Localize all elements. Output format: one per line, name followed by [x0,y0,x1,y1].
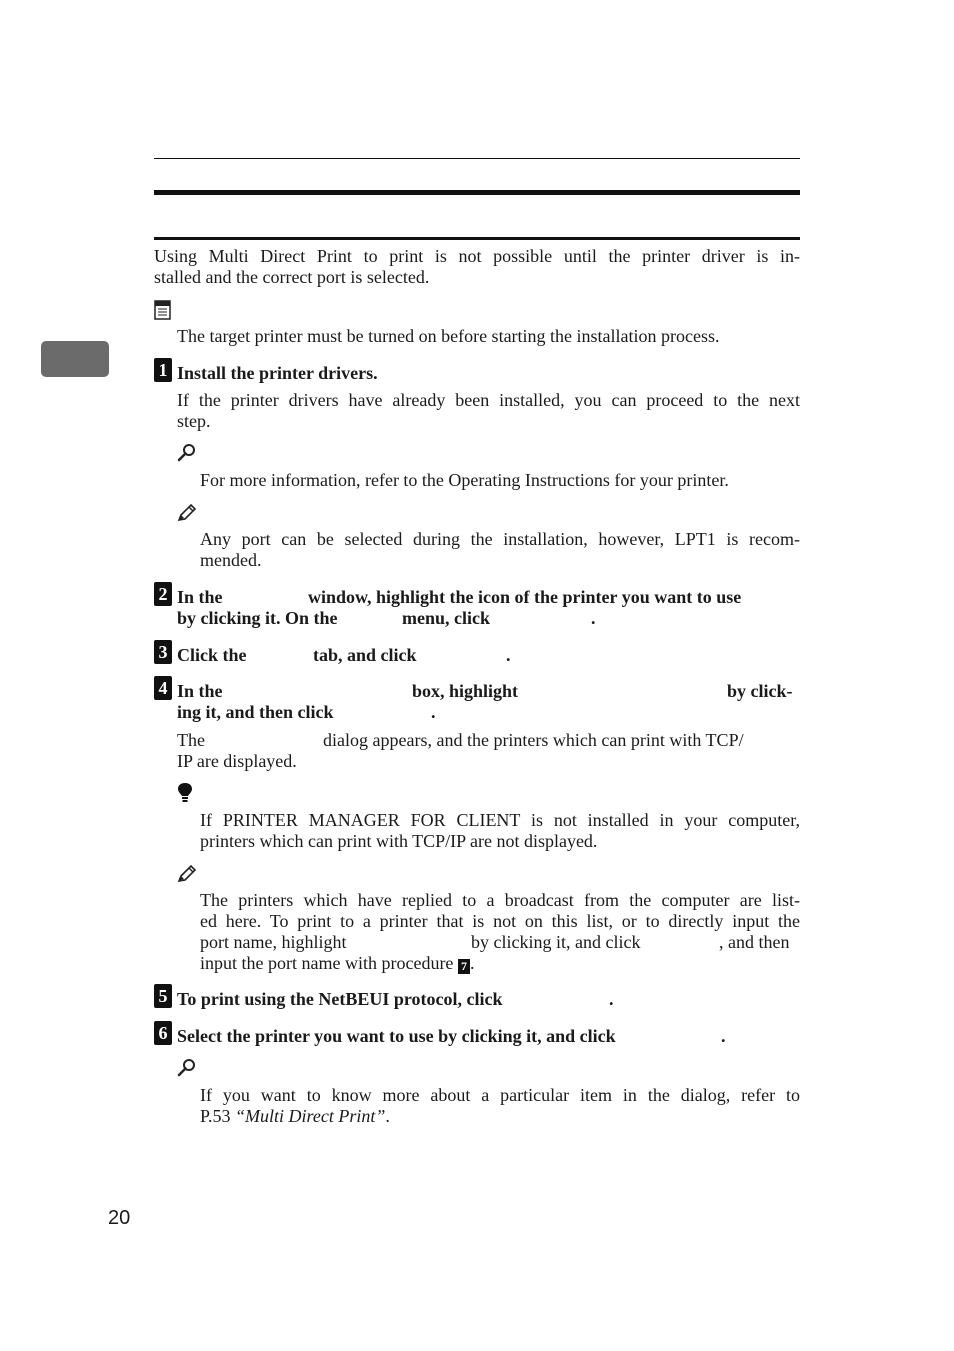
note-text: The target printer must be turned on before starting the installation process. [177,326,720,346]
step1-body-line-2: step. [177,411,211,431]
step4-body1-a: The [177,730,205,750]
header-rule-thick [154,190,800,195]
step4-note-line-3a: port name, highlight [200,932,347,952]
step3-b: tab, and click [313,645,417,665]
step3-c: . [506,645,511,665]
step5-a: To print using the NetBEUI protocol, click [177,989,503,1009]
page-number: 20 [108,1207,131,1229]
step-number-3: 3 [154,640,172,664]
step1-reference-text: For more information, refer to the Operating Instructions for your printer. [200,470,729,490]
step6-ref-end: . [385,1106,390,1126]
step1-body-line-1: If the printer drivers have already been installed, you can proceed to the next [177,390,800,410]
step2-line1-a: In the [177,587,223,607]
step5-b: . [609,989,614,1009]
step4-important-line-2: printers which can print with TCP/IP are not displayed. [200,831,598,851]
step4-important-line-1: If PRINTER MANAGER FOR CLIENT is not installed in your computer, [200,810,800,830]
step4-note-line-2: ed here. To print to a printer that is not on this list, or to directly input the [200,911,800,931]
step4-line1-c: by click- [727,681,793,701]
step3-a: Click the [177,645,247,665]
reference-icon [177,443,197,463]
step4-line2-a: ing it, and then click [177,702,334,722]
header-rule-thin [154,158,800,159]
step1-note-line-2: mended. [200,550,262,570]
step2-line2-b: menu, click [402,608,490,628]
step6-a: Select the printer you want to use by clicking it, and click [177,1026,616,1046]
step4-note-line-4-text: input the port name with procedure [200,953,454,973]
step6-ref-line-2 [200,1106,390,1127]
step4-note-line-1: The printers which have replied to a broadcast from the computer are list- [200,890,800,910]
step6-ref-line-1: If you want to know more about a particular item in the dialog, refer to [200,1085,800,1105]
step4-note-line-4 [200,953,474,974]
header-rule-medium [154,237,800,240]
inline-step-number: 7 [458,959,470,974]
step2-line1-b: window, highlight the icon of the printer you want to use [308,587,742,607]
step-number-1: 1 [154,358,172,382]
step6-ref-title[interactable]: “Multi Direct Print” [235,1106,386,1126]
intro-line-2: stalled and the correct port is selected. [154,267,430,287]
step4-body1-b: dialog appears, and the printers which can print with TCP/ [323,730,744,750]
step4-note-line-4-end: . [469,953,475,973]
chapter-tab [41,341,109,377]
reference-icon [177,1058,197,1078]
step-number-6: 6 [154,1021,172,1045]
step1-note-line-1: Any port can be selected during the installation, however, LPT1 is recom- [200,529,800,549]
step6-ref-page[interactable]: P.53 [200,1106,231,1126]
step4-body2: IP are displayed. [177,751,297,771]
step2-line2-c: . [591,608,596,628]
step-number-2: 2 [154,582,172,606]
step4-note-line-3c: , and then [719,932,790,952]
step4-line1-a: In the [177,681,223,701]
step1-title: Install the printer drivers. [177,363,378,383]
pencil-note-icon [177,865,197,883]
step4-line2-b: . [431,702,436,722]
step2-line2-a: by clicking it. On the [177,608,338,628]
step4-note-line-3b: by clicking it, and click [471,932,641,952]
step-number-5: 5 [154,984,172,1008]
note-icon [154,300,171,320]
important-icon [177,782,193,804]
step4-line1-b: box, highlight [412,681,519,701]
step-number-4: 4 [154,676,172,700]
step6-b: . [721,1026,726,1046]
intro-line-1: Using Multi Direct Print to print is not possible until the printer driver is in- [154,246,800,266]
pencil-note-icon [177,504,197,522]
